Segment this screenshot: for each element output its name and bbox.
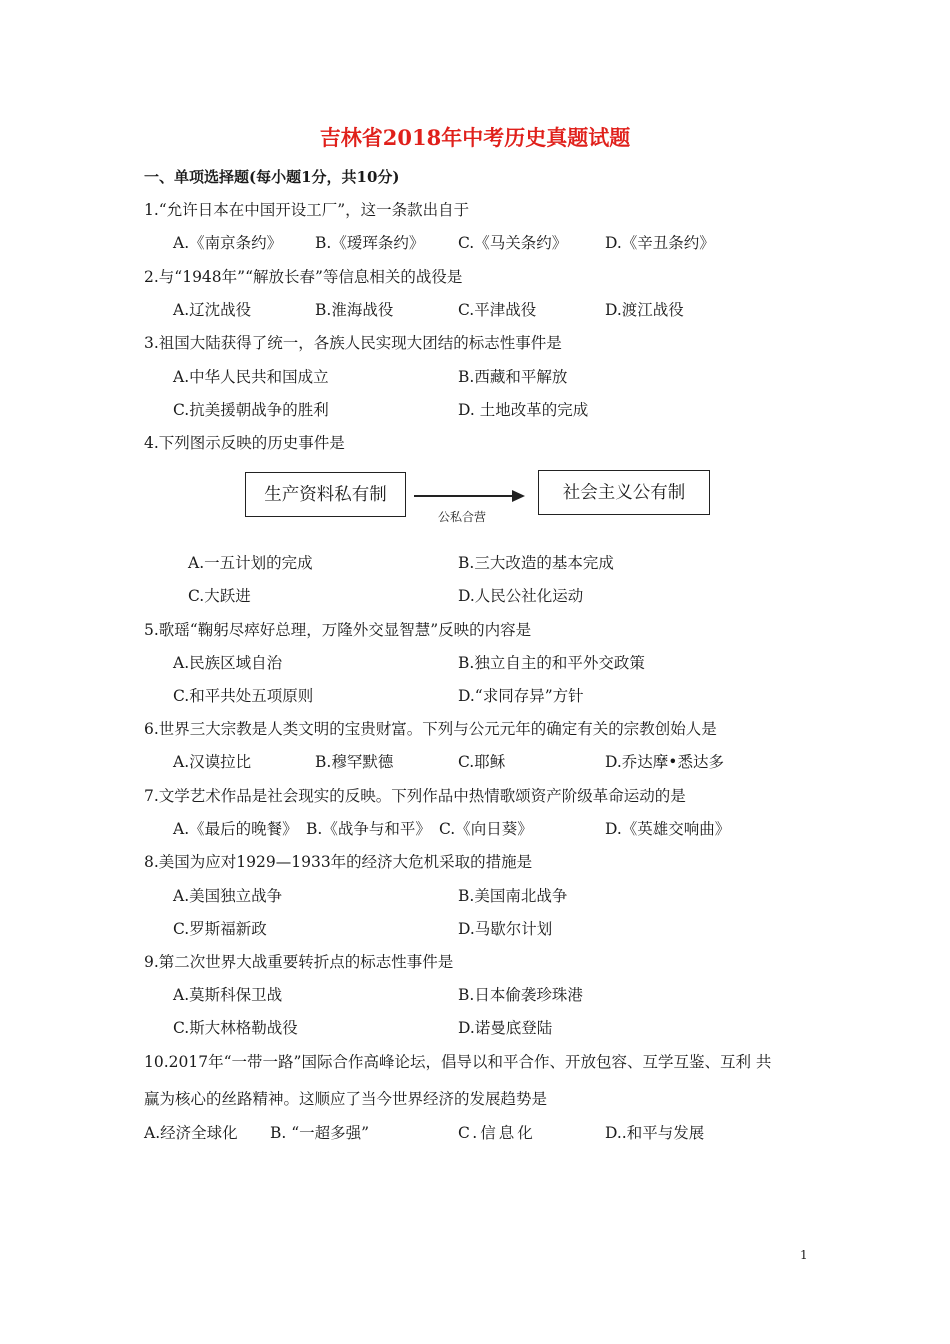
section-heading: 一、单项选择题(每小题1分，共10分) (144, 168, 400, 186)
question-7-stem: 7.文学艺术作品是社会现实的反映。下列作品中热情歌颂资产阶级革命运动的是 (144, 787, 686, 805)
question-2-option-d: D.渡江战役 (605, 301, 684, 319)
question-3-option-a: A.中华人民共和国成立 (173, 368, 329, 386)
question-9-option-c: C.斯大林格勒战役 (173, 1019, 298, 1037)
question-10-stem-line-2: 赢为核心的丝路精神。这顺应了当今世界经济的发展趋势是 (144, 1090, 548, 1108)
question-3-option-d: D. 土地改革的完成 (458, 401, 589, 419)
diagram-box-public-ownership (538, 470, 710, 515)
diagram-box-private-ownership (245, 472, 406, 517)
question-3-option-c: C.抗美援朝战争的胜利 (173, 401, 329, 419)
question-7-option-a: A.《最后的晚餐》 (173, 820, 298, 838)
question-6-option-a: A.汉谟拉比 (173, 753, 252, 771)
question-8-option-d: D.马歇尔计划 (458, 920, 553, 938)
question-5-option-b: B.独立自主的和平外交政策 (458, 654, 645, 672)
question-5-stem: 5.歌瑶“鞠躬尽瘁好总理，万隆外交显智慧”反映的内容是 (144, 621, 532, 639)
question-10-option-a: A.经济全球化 (144, 1124, 238, 1142)
question-2-option-c: C.平津战役 (458, 301, 537, 319)
question-8-option-b: B.美国南北战争 (458, 887, 568, 905)
question-2-option-a: A.辽沈战役 (173, 301, 252, 319)
question-10-option-b: B. “一超多强” (270, 1124, 370, 1142)
question-4-stem: 4.下列图示反映的历史事件是 (144, 434, 345, 452)
question-9-stem: 9.第二次世界大战重要转折点的标志性事件是 (144, 953, 454, 971)
question-9-option-a: A.莫斯科保卫战 (173, 986, 283, 1004)
question-5-option-d: D.“求同存异”方针 (458, 687, 584, 705)
diagram-box-public-label: 社会主义公有制 (562, 483, 686, 503)
arrow-head-icon (512, 490, 525, 502)
page-number: 1 (800, 1248, 808, 1262)
question-9-option-d: D.诺曼底登陆 (458, 1019, 553, 1037)
question-10-stem-line-1: 10.2017年“一带一路”国际合作高峰论坛，倡导以和平合作、开放包容、互学互鉴、互利 共 (144, 1053, 772, 1071)
question-5-option-a: A.民族区域自治 (173, 654, 283, 672)
question-6-stem: 6.世界三大宗教是人类文明的宝贵财富。下列与公元元年的确定有关的宗教创始人是 (144, 720, 717, 738)
question-6-option-d: D.乔达摩•悉达多 (605, 753, 724, 771)
question-4-option-c: C.大跃进 (188, 587, 251, 605)
diagram-arrow (414, 495, 520, 497)
question-8-option-c: C.罗斯福新政 (173, 920, 267, 938)
question-8-stem: 8.美国为应对1929—1933年的经济大危机采取的措施是 (144, 853, 533, 871)
question-3-option-b: B.西藏和平解放 (458, 368, 568, 386)
question-7-option-c: C.《向日葵》 (439, 820, 533, 838)
question-4-option-b: B.三大改造的基本完成 (458, 554, 614, 572)
question-5-option-c: C.和平共处五项原则 (173, 687, 314, 705)
question-9-option-b: B.日本偷袭珍珠港 (458, 986, 583, 1004)
question-6-option-b: B.穆罕默德 (315, 753, 394, 771)
question-2-option-b: B.淮海战役 (315, 301, 394, 319)
question-7-option-d: D.《英雄交响曲》 (605, 820, 731, 838)
diagram-arrow-label: 公私合营 (438, 510, 487, 524)
question-8-option-a: A.美国独立战争 (173, 887, 283, 905)
question-10-option-c: C.信息化 (458, 1124, 536, 1142)
question-2-stem: 2.与“1948年”“解放长春”等信息相关的战役是 (144, 268, 463, 286)
question-1-option-c: C.《马关条约》 (458, 234, 568, 252)
question-1-stem: 1.“允许日本在中国开设工厂”，这一条款出自于 (144, 201, 470, 219)
page-title: 吉林省2018年中考历史真题试题 (319, 125, 631, 150)
question-1-option-b: B.《瑷珲条约》 (315, 234, 425, 252)
question-10-option-d: D..和平与发展 (605, 1124, 705, 1142)
question-7-option-b: B.《战争与和平》 (306, 820, 431, 838)
question-4-option-a: A.一五计划的完成 (188, 554, 313, 572)
question-4-option-d: D.人民公社化运动 (458, 587, 584, 605)
question-6-option-c: C.耶稣 (458, 753, 506, 771)
question-1-option-d: D.《辛丑条约》 (605, 234, 715, 252)
question-3-stem: 3.祖国大陆获得了统一，各族人民实现大团结的标志性事件是 (144, 334, 562, 352)
question-1-option-a: A.《南京条约》 (173, 234, 283, 252)
diagram-box-private-label: 生产资料私有制 (264, 485, 387, 505)
